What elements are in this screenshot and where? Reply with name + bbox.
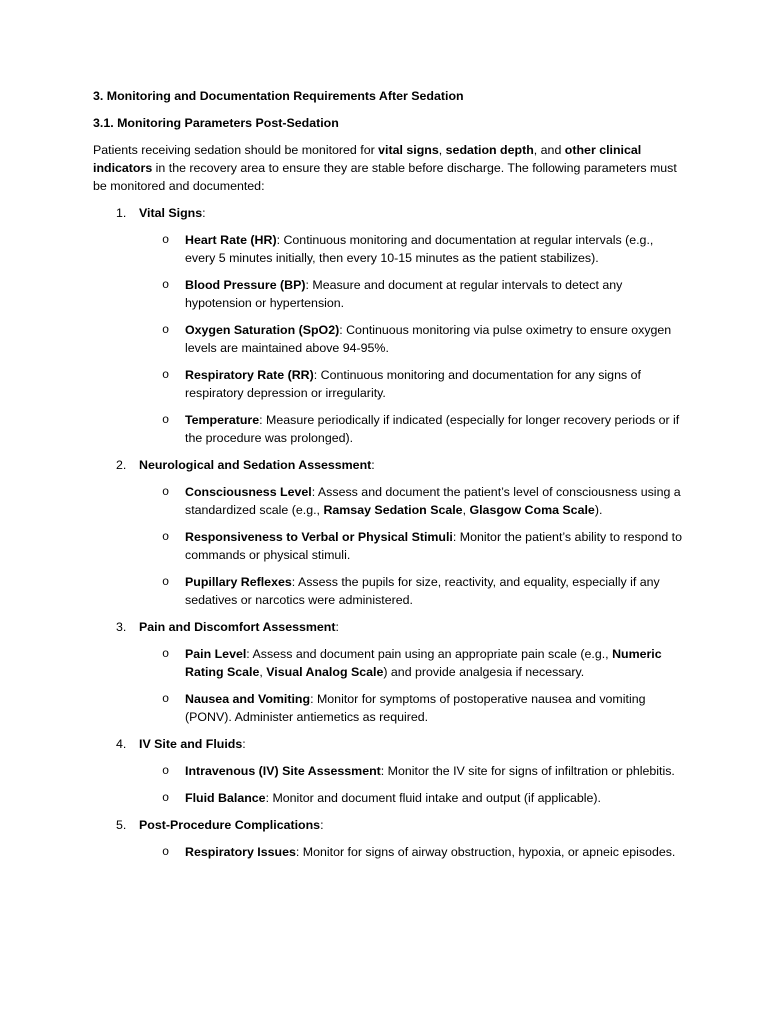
bullet-icon: o bbox=[162, 791, 170, 805]
list-item-title: Post-Procedure Complications bbox=[139, 818, 321, 832]
bullet-icon: o bbox=[162, 764, 170, 778]
term-description: : Monitor the patient’s ability to respond to commands or physical stimuli. bbox=[185, 530, 683, 562]
term-description: : Measure and document at regular intervals to detect any hypotension or hypertension. bbox=[185, 278, 623, 310]
sub-list bbox=[139, 231, 683, 447]
section-heading: 3. Monitoring and Documentation Requirements After Sedation bbox=[93, 89, 464, 103]
sub-list-item bbox=[139, 789, 683, 807]
sub-list-item bbox=[139, 411, 683, 447]
list-item bbox=[93, 618, 683, 726]
intro-text: Patients receiving sedation should be monitored for bbox=[93, 143, 379, 157]
term-description: ). bbox=[594, 503, 603, 517]
bullet-icon: o bbox=[162, 647, 170, 661]
term-description: ) and provide analgesia if necessary. bbox=[383, 665, 585, 679]
term-label: Blood Pressure (BP) bbox=[185, 278, 306, 292]
term-description: : Continuous monitoring via pulse oximetry to ensure oxygen levels are maintained above 94-95%. bbox=[185, 323, 672, 355]
list-item bbox=[93, 816, 683, 861]
sub-list-item bbox=[139, 573, 683, 609]
bullet-icon: o bbox=[162, 845, 170, 859]
sub-list bbox=[139, 645, 683, 726]
list-item bbox=[93, 456, 683, 609]
list-item bbox=[93, 735, 683, 807]
term-label: Oxygen Saturation (SpO2) bbox=[185, 323, 340, 337]
term-label: Intravenous (IV) Site Assessment bbox=[185, 764, 381, 778]
list-item-title: Neurological and Sedation Assessment bbox=[139, 458, 372, 472]
list-item-title: Vital Signs bbox=[139, 206, 203, 220]
term-label: Fluid Balance bbox=[185, 791, 266, 805]
sub-list-item bbox=[139, 366, 683, 402]
term-label: Numeric Rating Scale bbox=[185, 647, 662, 679]
term-description: : Monitor for symptoms of postoperative nausea and vomiting (PONV). Administer antiemetics as required. bbox=[185, 692, 646, 724]
term-label: Respiratory Issues bbox=[185, 845, 296, 859]
list-item-number: 4. bbox=[116, 737, 127, 751]
term-description: : Monitor the IV site for signs of infiltration or phlebitis. bbox=[380, 764, 675, 778]
intro-paragraph bbox=[93, 141, 683, 195]
term-description: : Continuous monitoring and documentation at regular intervals (e.g., every 5 minutes initially, then every 10-15 minutes as the patient stabilizes). bbox=[185, 233, 654, 265]
sub-list-item bbox=[139, 528, 683, 564]
term-label: Glasgow Coma Scale bbox=[469, 503, 595, 517]
bullet-icon: o bbox=[162, 233, 170, 247]
list-item-number: 2. bbox=[116, 458, 127, 472]
bullet-icon: o bbox=[162, 692, 170, 706]
term-label: Responsiveness to Verbal or Physical Stimuli bbox=[185, 530, 453, 544]
term-label: Visual Analog Scale bbox=[266, 665, 384, 679]
sub-list bbox=[139, 843, 683, 861]
list-item-colon: : bbox=[202, 206, 206, 220]
sub-list bbox=[139, 483, 683, 609]
term-label: Ramsay Sedation Scale bbox=[323, 503, 463, 517]
sub-list bbox=[139, 762, 683, 807]
intro-bold: other clinical indicators bbox=[93, 143, 642, 175]
bullet-icon: o bbox=[162, 413, 170, 427]
intro-text: in the recovery area to ensure they are stable before discharge. The following parameters must be monitored and documented: bbox=[93, 161, 677, 193]
list-item-colon: : bbox=[242, 737, 246, 751]
list-item-colon: : bbox=[371, 458, 375, 472]
sub-list-item bbox=[139, 276, 683, 312]
parameter-list bbox=[93, 204, 683, 861]
sub-list-item bbox=[139, 321, 683, 357]
list-item bbox=[93, 204, 683, 447]
sub-list-item bbox=[139, 231, 683, 267]
list-item-colon: : bbox=[335, 620, 339, 634]
bullet-icon: o bbox=[162, 530, 170, 544]
list-item-title: IV Site and Fluids bbox=[139, 737, 243, 751]
term-label: Temperature bbox=[185, 413, 260, 427]
term-description: : Monitor for signs of airway obstruction, hypoxia, or apneic episodes. bbox=[295, 845, 676, 859]
term-label: Heart Rate (HR) bbox=[185, 233, 277, 247]
intro-text: , and bbox=[533, 143, 565, 157]
list-item-colon: : bbox=[320, 818, 324, 832]
intro-text: , bbox=[438, 143, 446, 157]
term-description: , bbox=[462, 503, 470, 517]
bullet-icon: o bbox=[162, 485, 170, 499]
intro-bold: sedation depth bbox=[445, 143, 534, 157]
term-label: Pupillary Reflexes bbox=[185, 575, 292, 589]
list-item-number: 1. bbox=[116, 206, 127, 220]
term-description: , bbox=[259, 665, 267, 679]
sub-list-item bbox=[139, 645, 683, 681]
term-label: Pain Level bbox=[185, 647, 247, 661]
list-item-title: Pain and Discomfort Assessment bbox=[139, 620, 336, 634]
bullet-icon: o bbox=[162, 368, 170, 382]
sub-list-item bbox=[139, 762, 683, 780]
bullet-icon: o bbox=[162, 575, 170, 589]
sub-list-item bbox=[139, 843, 683, 861]
document-page bbox=[93, 87, 683, 870]
term-description: : Assess and document the patient’s level of consciousness using a standardized scale (e.g., bbox=[185, 485, 681, 517]
bullet-icon: o bbox=[162, 323, 170, 337]
bullet-icon: o bbox=[162, 278, 170, 292]
term-label: Respiratory Rate (RR) bbox=[185, 368, 314, 382]
term-label: Nausea and Vomiting bbox=[185, 692, 311, 706]
sub-list-item bbox=[139, 483, 683, 519]
list-item-number: 3. bbox=[116, 620, 127, 634]
term-description: : Assess the pupils for size, reactivity, and equality, especially if any sedatives or narcotics were administered. bbox=[185, 575, 660, 607]
subsection-heading: 3.1. Monitoring Parameters Post-Sedation bbox=[93, 116, 339, 130]
term-description: : Measure periodically if indicated (especially for longer recovery periods or if the procedure was prolonged). bbox=[185, 413, 680, 445]
term-description: : Continuous monitoring and documentation for any signs of respiratory depression or irregularity. bbox=[185, 368, 641, 400]
intro-bold: vital signs bbox=[378, 143, 439, 157]
term-description: : Assess and document pain using an appropriate pain scale (e.g., bbox=[246, 647, 613, 661]
term-description: : Monitor and document fluid intake and output (if applicable). bbox=[265, 791, 601, 805]
sub-list-item bbox=[139, 690, 683, 726]
list-item-number: 5. bbox=[116, 818, 127, 832]
term-label: Consciousness Level bbox=[185, 485, 312, 499]
